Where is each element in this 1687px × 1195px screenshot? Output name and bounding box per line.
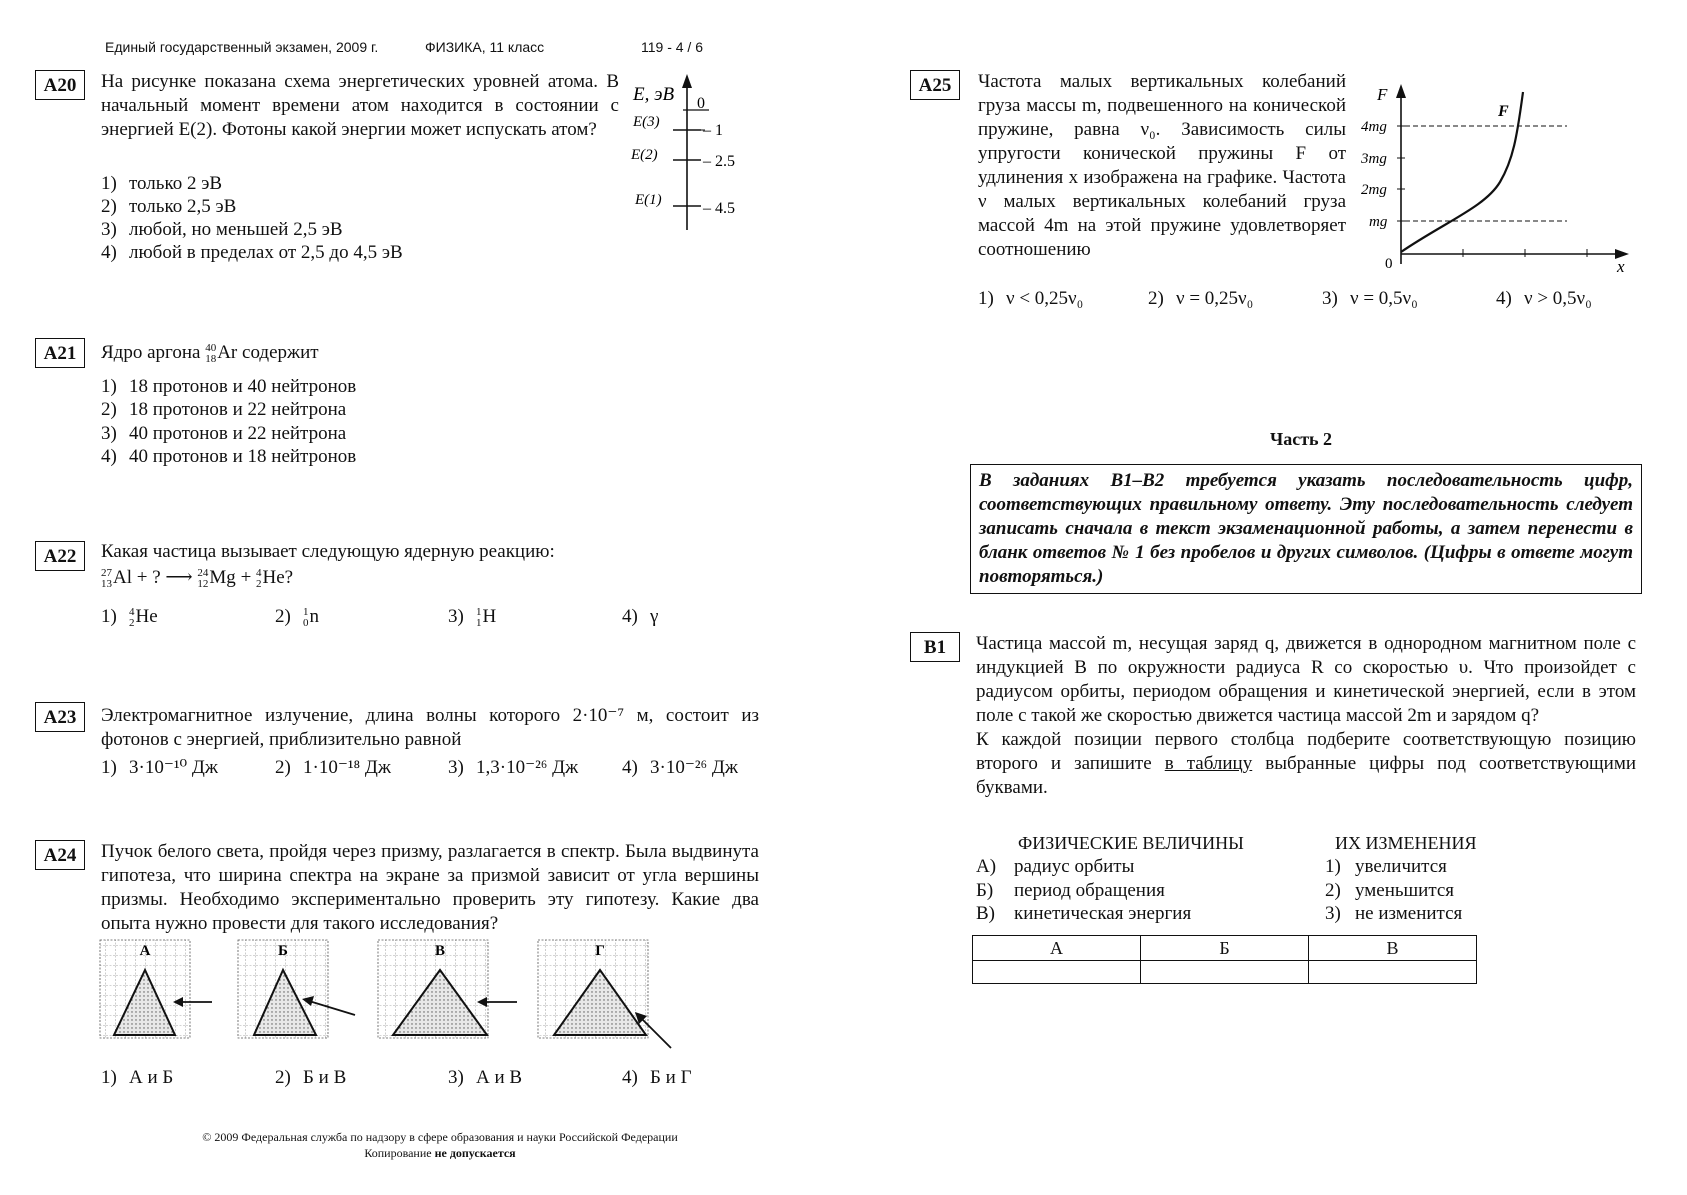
graph-tick-mg: mg: [1369, 214, 1388, 230]
reaction-arrow-icon: ⟶: [165, 567, 193, 588]
level-e2-value: – 2.5: [703, 153, 735, 170]
option-a25-1[interactable]: 1) ν < 0,25ν₀: [978, 288, 1084, 309]
option-a25-3[interactable]: 3) ν = 0,5ν₀: [1322, 288, 1418, 309]
prism-figures: [95, 935, 695, 1055]
b1-quantity-b: Б) период обращения: [976, 880, 1165, 901]
energy-axis-arrow: [682, 74, 692, 88]
option-a21-3[interactable]: 3) 40 протонов и 22 нейтрона: [101, 423, 347, 444]
graph-f-axis-label: F: [1377, 85, 1388, 104]
question-label-a23: А23: [35, 702, 85, 732]
question-text-a24: Пучок белого света, пройдя через призму, разлагается в спектр. Была выдвинута гипотеза, что ширина спектра на экране за призмой зависит от угла вершины призмы. Необходимо экспериментально проверить эту гипотезу. Какие два опыта нужно провести для такого исследования?: [101, 841, 759, 934]
force-extension-graph: [1355, 82, 1635, 282]
option-a24-3[interactable]: 3) А и В: [448, 1067, 523, 1088]
prism-figure-b-label: Б: [278, 943, 288, 959]
b1-answer-table: [972, 935, 1477, 984]
question-text-a23: Электромагнитное излучение, длина волны которого 2·10⁻⁷ м, состоит из фотонов с энергией, приблизительно равной: [101, 705, 759, 750]
header-exam: Единый государственный экзамен, 2009 г.: [105, 39, 379, 55]
energy-level-diagram: [625, 72, 755, 237]
footer-copyright: © 2009 Федеральная служба по надзору в сфере образования и науки Российской Федерации: [202, 1130, 678, 1144]
b1-answer-cell-b[interactable]: [1141, 961, 1309, 984]
option-a20-1[interactable]: 1) только 2 эВ: [101, 173, 223, 194]
option-a25-2[interactable]: 2) ν = 0,25ν₀: [1148, 288, 1254, 309]
footer-copying: Копирование не допускается: [364, 1146, 516, 1160]
option-a25-4[interactable]: 4) ν > 0,5ν₀: [1496, 288, 1592, 309]
argon-nucleus-numbers: 40 18: [205, 341, 217, 365]
option-a21-1[interactable]: 1) 18 протонов и 40 нейтронов: [101, 376, 357, 397]
level-e2-name: E(2): [631, 147, 658, 163]
option-a22-4[interactable]: 4) γ: [622, 606, 659, 627]
question-label-a20: А20: [35, 70, 85, 100]
option-a23-4[interactable]: 4) 3·10⁻²⁶ Дж: [622, 757, 739, 778]
b1-answer-header-a: А: [973, 936, 1141, 961]
option-a23-3[interactable]: 3) 1,3·10⁻²⁶ Дж: [448, 757, 579, 778]
b1-col1-header: ФИЗИЧЕСКИЕ ВЕЛИЧИНЫ: [1018, 833, 1244, 853]
b1-answer-header-b: Б: [1141, 936, 1309, 961]
b1-answer-header-v: В: [1309, 936, 1477, 961]
b1-change-2: 2) уменьшится: [1325, 880, 1455, 901]
footer: [150, 1129, 730, 1161]
b1-quantity-v: В) кинетическая энергия: [976, 903, 1192, 924]
option-a22-3[interactable]: 3) 1 1 H: [448, 605, 497, 629]
graph-origin-label: 0: [1385, 256, 1393, 272]
level-e1-name: E(1): [635, 192, 662, 208]
prism-figure-a[interactable]: [100, 940, 212, 1038]
graph-x-axis-label: x: [1617, 257, 1625, 276]
option-a21-2[interactable]: 2) 18 протонов и 22 нейтрона: [101, 399, 347, 420]
energy-zero-label: 0: [697, 95, 705, 112]
nuclear-reaction: 27 13 Al + ? ⟶ 24 12 Mg + 4 2 He?: [101, 566, 294, 590]
option-a21-4[interactable]: 4) 40 протонов и 18 нейтронов: [101, 446, 357, 467]
graph-tick-4mg: 4mg: [1361, 119, 1387, 135]
option-a22-2[interactable]: 2) 1 0 n: [275, 605, 319, 629]
prism-figure-g[interactable]: [538, 940, 671, 1048]
b1-change-1: 1) увеличится: [1325, 856, 1447, 877]
question-label-a25: А25: [910, 70, 960, 100]
graph-tick-2mg: 2mg: [1361, 182, 1387, 198]
question-text-a20: На рисунке показана схема энергетических уровней атома. В начальный момент времени атом находится в состоянии с энергией E(2). Фотоны какой энергии может испускать атом?: [101, 71, 619, 140]
prism-figure-a-label: А: [139, 943, 151, 959]
header-page: 119 - 4 / 6: [641, 39, 704, 55]
option-a24-4[interactable]: 4) Б и Г: [622, 1067, 692, 1088]
part2-instructions: В заданиях B1–B2 требуется указать последовательность цифр, соответствующих правильному ответу. Эту последовательность следует записать сначала в текст экзаменационной работы, а затем перенести в бланк ответов № 1 без пробелов и других символов. (Цифры в ответе могут повторяться.): [970, 464, 1642, 594]
prism-figure-b[interactable]: [238, 940, 355, 1038]
b1-change-3: 3) не изменится: [1325, 903, 1463, 924]
b1-col2-header: ИХ ИЗМЕНЕНИЯ: [1335, 833, 1477, 853]
b1-answer-cell-a[interactable]: [973, 961, 1141, 984]
question-label-a21: А21: [35, 338, 85, 368]
b1-instruction: К каждой позиции первого столбца подберите соответствующую позицию второго и запишите в таблицу выбранные цифры под соответствующими буквами.: [976, 729, 1637, 798]
part2-title: Часть 2: [1270, 429, 1333, 449]
prism-figure-v[interactable]: [378, 940, 517, 1038]
option-a20-3[interactable]: 3) любой, но меньшей 2,5 эВ: [101, 219, 343, 240]
question-text-a25: Частота малых вертикальных колебаний груза массы m, подвешенного на конической пружине, равна ν₀. Зависимость силы упругости конической пружины F от удлинения x изображена на графике. Частота ν малых вертикальных колебаний груза массой 4m на этой пружине удовлетворяет соотношению: [978, 71, 1346, 260]
b1-answer-cell-v[interactable]: [1309, 961, 1477, 984]
question-text-a22: Какая частица вызывает следующую ядерную реакцию:: [101, 541, 555, 562]
question-text-a21: Ядро аргона 40 18 Ar содержит: [101, 341, 319, 365]
question-label-a24: А24: [35, 840, 85, 870]
prism-figure-g-label: Г: [595, 943, 605, 959]
option-a23-1[interactable]: 1) 3·10⁻¹⁰ Дж: [101, 757, 219, 778]
option-a20-2[interactable]: 2) только 2,5 эВ: [101, 196, 237, 217]
question-label-b1: B1: [910, 632, 960, 662]
option-a23-2[interactable]: 2) 1·10⁻¹⁸ Дж: [275, 757, 392, 778]
prism-figure-v-label: В: [434, 943, 446, 959]
option-a24-1[interactable]: 1) А и Б: [101, 1067, 174, 1088]
level-e1-value: – 4.5: [703, 200, 735, 217]
header-subject: ФИЗИКА, 11 класс: [425, 39, 545, 55]
option-a24-2[interactable]: 2) Б и В: [275, 1067, 347, 1088]
option-a20-4[interactable]: 4) любой в пределах от 2,5 до 4,5 эВ: [101, 242, 403, 263]
graph-tick-3mg: 3mg: [1361, 151, 1387, 167]
question-text-b1: Частица массой m, несущая заряд q, движется в однородном магнитном поле с индукцией B по окружности радиуса R со скоростью υ. Что произойдет с радиусом орбиты, периодом обращения и кинетической энергией, если в этом поле с такой же скоростью движется частица массой 2m и зарядом q? К каждой позиции первого столбца подберите соответствующую позицию второго и запишите в таблицу выбранные цифры под соответствующими буквами.: [976, 633, 1637, 798]
question-label-a22: А22: [35, 541, 85, 571]
level-e3-value: – 1: [703, 122, 723, 139]
level-e3-name: E(3): [633, 114, 660, 130]
graph-curve-label: F: [1498, 103, 1509, 120]
b1-quantity-a: А) радиус орбиты: [976, 856, 1135, 877]
energy-axis-label: E, эВ: [633, 84, 675, 105]
option-a22-1[interactable]: 1) 4 2 He: [101, 605, 158, 629]
